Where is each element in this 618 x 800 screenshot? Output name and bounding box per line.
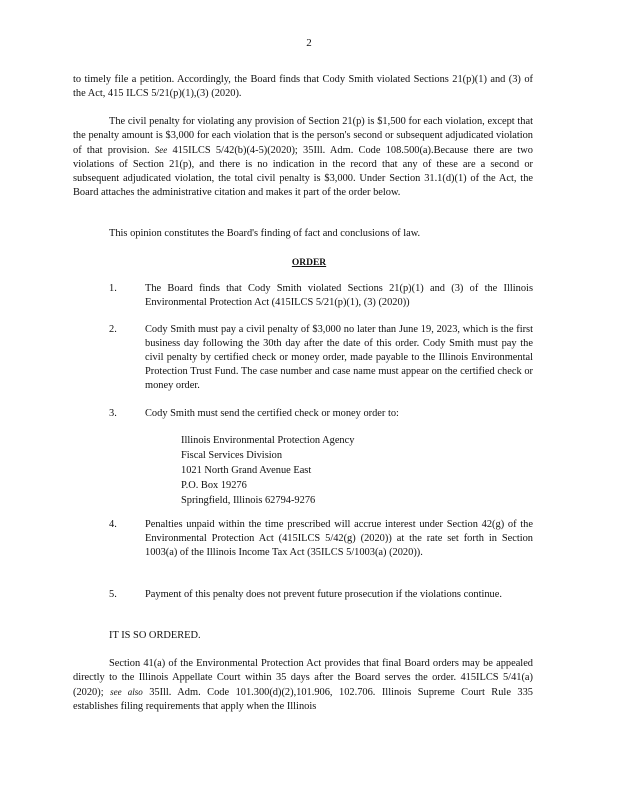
appeal-text-b: 35Ill. Adm. Code 101.300(d)(2),101.906, 102.706. Illinois Supreme Court Rule 335 establishes filing requirements that apply when the Illinois — [73, 687, 533, 712]
address-line: 1021 North Grand Avenue East — [181, 465, 312, 476]
paragraph-civil-penalty — [73, 115, 533, 200]
address-line: Illinois Environmental Protection Agency — [181, 435, 355, 446]
penalty-text-a: The civil penalty for violating any provision of Section 21(p) is $1,500 for each violation, except that the penalty amount is $3,000 for each violation that is the person's second or subsequent adjudicated violation of that provision. — [73, 116, 533, 156]
so-ordered: IT IS SO ORDERED. — [109, 630, 201, 641]
paragraph-opinion — [73, 227, 533, 241]
paragraph-text: This opinion constitutes the Board's finding of fact and conclusions of law. — [109, 228, 421, 239]
order-item-number: 1. — [109, 283, 117, 294]
see-also-signal: see also — [110, 687, 143, 697]
paragraph-finding — [73, 73, 533, 101]
address-line: P.O. Box 19276 — [181, 480, 247, 491]
order-item-number: 5. — [109, 589, 117, 600]
penalty-text-b: 415ILCS 5/42(b)(4-5)(2020); 35Ill. Adm. Code 108.500(a).Because there are two violations of Section 21(p), and there is no indication in the record that any of these are a second or subsequent adjudicated violation, the total civil penalty is $3,000. Under Section 31.1(d)(1) of the Act, the Board attaches the administrative citation and makes it part of the order below. — [73, 145, 533, 198]
paragraph-text — [73, 115, 533, 200]
mailing-address — [181, 434, 354, 509]
order-item-text: Payment of this penalty does not prevent future prosecution if the violations continue. — [145, 589, 502, 600]
order-item-number: 4. — [109, 519, 117, 530]
order-item-number: 3. — [109, 408, 117, 419]
page-number: 2 — [306, 37, 312, 49]
address-line: Springfield, Illinois 62794-9276 — [181, 495, 316, 506]
address-line: Fiscal Services Division — [181, 450, 283, 461]
order-item-number: 2. — [109, 324, 117, 335]
order-item-text: The Board finds that Cody Smith violated Sections 21(p)(1) and (3) of the Illinois Environmental Protection Act (415ILCS 5/21(p)(1), (3) (2020)) — [145, 283, 533, 308]
paragraph-text: to timely file a petition. Accordingly, the Board finds that Cody Smith violated Sections 21(p)(1) and (3) of the Act, 415 ILCS 5/21(p)(1),(3) (2020). — [73, 74, 533, 99]
order-item — [109, 407, 533, 421]
order-item-text: Penalties unpaid within the time prescribed will accrue interest under Section 42(g) of the Environmental Protection Act (415ILCS 5/42(g) (2020)) at the rate set forth in Section 1003(a) of the Illinois Income Tax Act (35ILCS 5/1003(a) (2020)). — [145, 519, 533, 558]
paragraph-appeal — [73, 657, 533, 714]
order-heading: ORDER — [291, 258, 327, 268]
paragraph-text — [73, 657, 533, 714]
order-item-text: Cody Smith must pay a civil penalty of $3,000 no later than June 19, 2023, which is the first business day following the 30th day after the date of this order. Cody Smith must pay the civil penalty by certified check or money order, made payable to the Illinois Environmental Protection Trust Fund. The case number and case name must appear on the certified check or money order. — [145, 324, 533, 391]
appeal-text-a: Section 41(a) of the Environmental Protection Act provides that final Board orders may be appealed directly to the Illinois Appellate Court within 35 days after the Board serves the order. 415ILCS 5/41(a) (2020); — [73, 658, 533, 698]
order-item — [109, 282, 533, 310]
order-item — [109, 588, 533, 602]
order-item — [109, 323, 533, 393]
order-item — [109, 518, 533, 560]
see-signal: See — [154, 145, 168, 155]
order-item-text: Cody Smith must send the certified check or money order to: — [145, 408, 399, 419]
